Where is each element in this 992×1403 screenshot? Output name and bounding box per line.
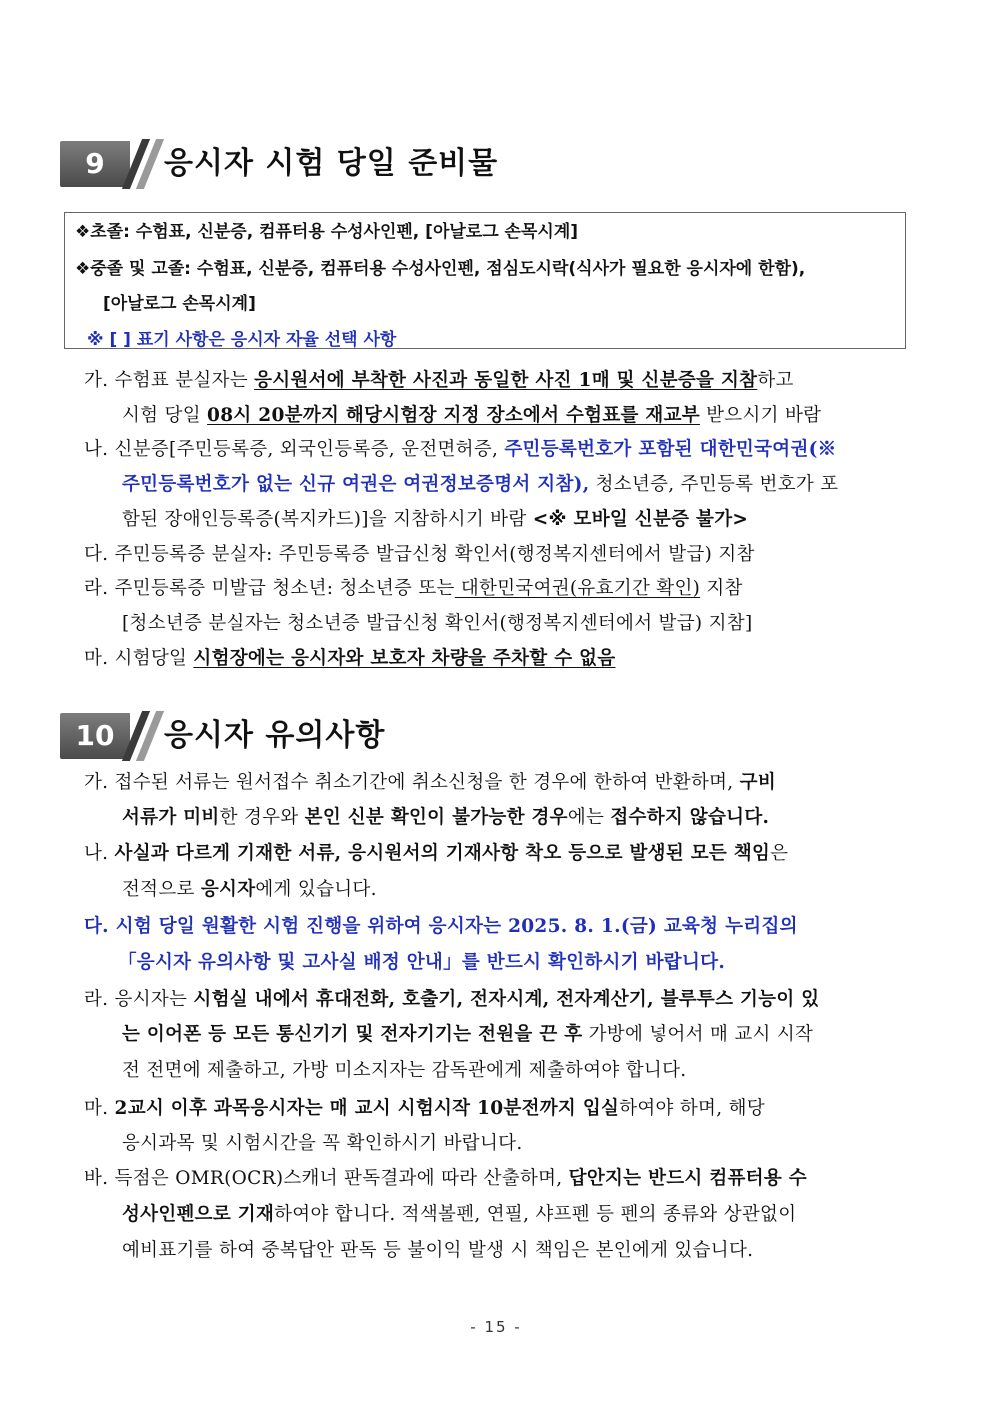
item10-na-line2 [122,875,377,901]
text: 바. 득점은 OMR(OCR)스캐너 판독결과에 따라 산출하며, [84,1168,569,1189]
text: 지참 [700,578,743,599]
emphasis: 시험장에는 응시자와 보호자 차량을 주차할 수 없음 [193,648,616,669]
emphasis: <※ 모바일 신분증 불가> [532,509,749,530]
item10-ra-line3: 전 전면에 제출하고, 가방 미소지자는 감독관에게 제출하여야 합니다. [122,1060,687,1081]
text: 라. 응시자는 [84,989,194,1010]
box-line-elementary: ❖초졸: 수험표, 신분증, 컴퓨터용 수성사인펜, [아날로그 손목시계] [75,222,579,242]
emphasis: 주민등록번호가 포함된 대한민국여권(※ [504,439,837,460]
item10-ba-line2 [122,1200,796,1226]
text: 하여야 합니다. 적색볼펜, 연필, 샤프펜 등 펜의 종류와 상관없이 [274,1204,797,1225]
text: 라. 주민등록증 미발급 청소년: 청소년증 또는 [84,578,455,599]
text: 한 경우와 [219,807,305,828]
emphasis: 사실과 다르게 기재한 서류, 응시원서의 기재사항 착오 등으로 발생된 모든 책임 [114,843,771,864]
section-title: 응시자 유의사항 [164,718,386,753]
item10-ba-line1 [84,1164,807,1190]
text: 하고 [757,370,794,391]
underlined: 대한민국여권(유효기간 확인) [454,578,701,599]
text: 전적으로 [122,879,201,900]
text: 에게 있습니다. [255,879,377,900]
text: 은 [770,843,789,864]
box-line-watch: [아날로그 손목시계] [103,294,256,314]
text: 나. [84,843,115,864]
text: 가방에 넣어서 매 교시 시작 [582,1024,814,1045]
item-ga-line1 [84,366,794,392]
emphasis: 응시원서에 부착한 사진과 동일한 사진 1매 및 신분증을 지참 [254,370,758,391]
text: 시험 당일 [122,405,208,426]
text: 나. 신분증[주민등록증, 외국인등록증, 운전면허증, [84,439,505,460]
item-ma [84,644,615,670]
box-line-middle-high: ❖중졸 및 고졸: 수험표, 신분증, 컴퓨터용 수성사인펜, 점심도시락(식사가 필요한 응시자에 한함), [75,259,806,279]
item-ra-line1 [84,574,743,600]
emphasis: 본인 신분 확인이 불가능한 경우 [304,807,568,828]
emphasis: 2교시 이후 과목응시자는 매 교시 시험시작 10분전까지 입실 [114,1098,620,1119]
item10-ra-line1 [84,985,819,1011]
emphasis: 서류가 미비 [122,807,220,828]
item-ra-line2: [청소년증 분실자는 청소년증 발급신청 확인서(행정복지센터에서 발급) 지참] [122,613,753,634]
item10-ba-line3: 예비표기를 하여 중복답안 판독 등 불이익 발생 시 책임은 본인에게 있습니다. [122,1240,754,1261]
emphasis: 는 이어폰 등 모든 통신기기 및 전자기기는 전원을 끈 후 [122,1024,583,1045]
text: 마. 시험당일 [84,648,194,669]
item10-ga-line1 [84,768,776,794]
emphasis: 답안지는 반드시 컴퓨터용 수 [568,1168,807,1189]
item10-da-line1: 다. 시험 당일 원활한 시험 진행을 위하여 응시자는 2025. 8. 1.(금) 교육청 누리집의 [84,916,798,937]
text: 함된 장애인등록증(복지카드)]을 지참하시기 바람 [122,509,533,530]
emphasis: 구비 [739,772,776,793]
text: 가. 접수된 서류는 원서접수 취소기간에 취소신청을 한 경우에 한하여 반환하며, [84,772,740,793]
text: 가. 수험표 분실자는 [84,370,255,391]
emphasis: 주민등록번호가 없는 신규 여권은 여권정보증명서 지참), [122,474,590,495]
emphasis: 성사인펜으로 기재 [122,1204,275,1225]
item10-na-line1 [84,839,788,865]
page-number: - 15 - [470,1318,522,1336]
item-na-line2 [122,470,838,496]
item10-ra-line2 [122,1020,813,1046]
text: 에는 [567,807,611,828]
item10-ma-line2: 응시과목 및 시험시간을 꼭 확인하시기 바랍니다. [122,1133,523,1154]
item-na-line3 [122,505,748,531]
item-da: 다. 주민등록증 분실자: 주민등록증 발급신청 확인서(행정복지센터에서 발급) 지참 [84,544,755,565]
preparation-box [64,212,906,349]
section-number: 9 [60,141,130,187]
emphasis: 응시자 [200,879,256,900]
emphasis: 08시 20분까지 해당시험장 지정 장소에서 수험표를 재교부 [207,405,700,426]
item-na-line1 [84,435,836,461]
text: 받으시기 바람 [699,405,822,426]
item-ga-line2 [122,401,821,427]
emphasis: 접수하지 않습니다. [610,807,770,828]
text: 마. [84,1098,115,1119]
item10-ga-line2 [122,803,769,829]
section-number: 10 [60,713,130,759]
emphasis: 시험실 내에서 휴대전화, 호출기, 전자시계, 전자계산기, 블루투스 기능이 있 [193,989,820,1010]
section-10-header [60,713,940,759]
box-note: ※ [ ] 표기 사항은 응시자 자율 선택 사항 [87,330,397,350]
section-title: 응시자 시험 당일 준비물 [164,146,499,181]
item10-da-line2: 「응시자 유의사항 및 고사실 배정 안내」를 반드시 확인하시기 바랍니다. [118,952,726,973]
text: 하여야 하며, 해당 [619,1098,765,1119]
text: 청소년증, 주민등록 번호가 포 [589,474,839,495]
item10-ma-line1 [84,1094,765,1120]
section-9-header [60,141,940,187]
